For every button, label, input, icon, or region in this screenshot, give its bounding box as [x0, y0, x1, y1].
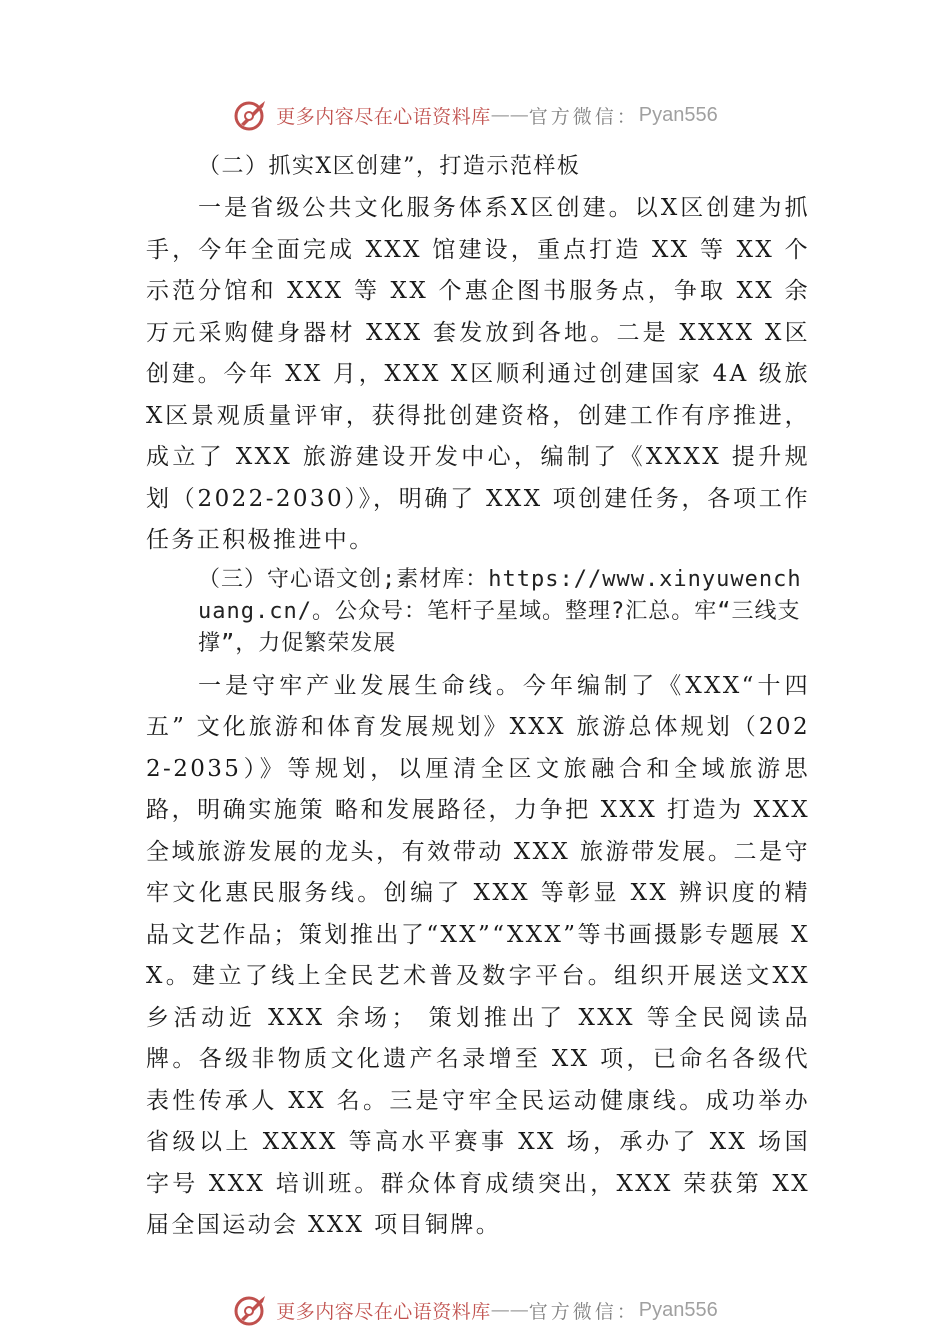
document-body — [146, 146, 810, 1247]
watermark-id: Pyan556 — [638, 103, 718, 126]
section-3-heading: （三）守心语文创;素材库：https://www.xinyuwenchuang.cn/。公众号：笔杆子星域。整理?汇总。牢“三线支撑”，力促繁荣发展 — [198, 566, 802, 656]
watermark-separator: —— — [490, 104, 529, 126]
section-3-paragraph: 一是守牢产业发展生命线。今年编制了《XXX“十四五” 文化旅游和体育发展规划》XXX 旅游总体规划（2022-2035）》等规划，以厘清全区文旅融合和全域旅游思路，明确实施策 略和发展路径，力争把 XXX 打造为 XXX 全域旅游发展的龙头，有效带动 XXX 旅游带发展。二是守牢文化惠民服务线。创编了 XXX 等彰显 XX 辨识度的精品文艺作品；策划推出了“XX”“XXX”等书画摄影专题展 XX。建立了线上全民艺术普及数字平台。组织开展送文XX乡活动近 XXX 余场； 策划推出了 XXX 等全民阅读品牌。各级非物质文化遗产名录增至 XX 项，已命名各级代表性传承人 XX 名。三是守牢全民运动健康线。成功举办省级以上 XXXX 等高水平赛事 XX 场，承办了 XX 场国字号 XXX 培训班。群众体育成绩突出，XXX 荣获第 XX 届全国运动会 XXX 项目铜牌。 — [146, 672, 810, 1238]
section-2-heading: （二）抓实X区创建”，打造示范样板 — [198, 154, 581, 179]
watermark-label: 官方微信： — [528, 105, 639, 128]
watermark-footer — [0, 1290, 950, 1330]
watermark-label: 官方微信： — [528, 1300, 639, 1323]
section-2-paragraph: 一是省级公共文化服务体系X区创建。以X区创建为抓手，今年全面完成 XXX 馆建设，重点打造 XX 等 XX 个示范分馆和 XXX 等 XX 个惠企图书服务点，争取 XX 余万元采购健身器材 XXX 套发放到各地。二是 XXXX X区创建。今年 XX 月，XXX X区顺利通过创建国家 4A 级旅X区景观质量评审，获得批创建资格，创建工作有序推进， 成立了 XXX 旅游建设开发中心，编制了《XXXX 提升规划（2022-2030）》，明确了 XXX 项创建任务，各项工作任务正积极推进中。 — [146, 195, 810, 553]
pen-logo-icon — [232, 97, 272, 133]
watermark-separator: —— — [490, 1299, 529, 1321]
watermark-brand: 更多内容尽在心语资料库 — [276, 1300, 491, 1323]
watermark-brand: 更多内容尽在心语资料库 — [276, 105, 491, 128]
watermark-id: Pyan556 — [638, 1298, 718, 1321]
watermark-header — [0, 95, 950, 135]
pen-logo-icon — [232, 1292, 272, 1328]
